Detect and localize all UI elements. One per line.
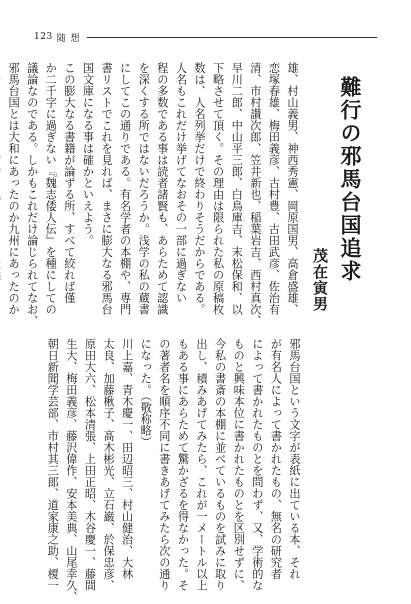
right-block-line: 邪馬台国とは大和にあったのか九州にあったのか — [7, 62, 21, 315]
body-text-right — [7, 62, 300, 327]
page-number: 123 — [34, 32, 53, 42]
right-block-line: 国文庫になる事は確かといえよう。 — [81, 62, 95, 246]
right-block-line — [0, 62, 3, 320]
right-block-line: 書リストでこれを見れば、まさに膨大なる邪馬台 — [100, 62, 114, 315]
right-block-line: 清、市村讃次郎、笠井新也、稲葉岩吉、西村真次、 — [248, 62, 262, 327]
upper-block-line: もある事にあらためて驚かざるを得なかった。そ — [176, 338, 190, 591]
running-header — [34, 30, 377, 44]
upper-block-line: ものと興味本位に書かれたものとを区別せずに、 — [232, 338, 246, 591]
body-text-upper — [40, 338, 302, 603]
upper-block-line: が有名人によって書かれたもの、無名の研究者 — [269, 338, 283, 580]
right-block-line: 数は、人名列挙だけで終わりそうだからである。 — [193, 62, 207, 315]
right-block-line: にしてこの通りである。有名学者の本棚や、専門 — [118, 62, 132, 315]
right-block-line: 雄、村山義男、神西秀憲、岡原国男、高倉盛雄、 — [286, 62, 299, 315]
right-block-line: 議論なのである。しかもこれだけ論じられてなお、 — [25, 62, 39, 327]
right-block-line: 下略させて頂く。その理由は限られた私の原稿枚 — [211, 62, 225, 315]
upper-block-line: 朝日新聞学芸部、市村其三郎、道家康之助、榎一 — [46, 338, 60, 591]
article-author: 茂在寅男 — [311, 248, 329, 312]
upper-block-line: の著者名を順序不同に書きあげてみたら次の通り — [157, 338, 171, 591]
upper-block-line: 生大、梅田義彦、藤沢偉作、安本美典、山尾幸久、 — [64, 338, 78, 603]
upper-block-line: 邪馬台国という文字が表紙に出ている本、それ — [288, 338, 301, 580]
upper-block-line: 今私の書斎の本棚に並べているものを試みに取り — [213, 338, 227, 591]
article-title: 難行の邪馬台国追求 — [338, 76, 363, 283]
upper-block-line: になった。（敬称略） — [139, 338, 153, 448]
right-block-line: か二千字に過ぎない『魏志倭人伝』を種にしての — [44, 62, 58, 315]
upper-block-line: 太良、加藤楸子、髙木彬光、立石巌、於保忠彦、 — [102, 338, 116, 591]
right-block-line: この膨大なる書籍が論ずる所、すべて絞れば僅 — [62, 62, 76, 304]
upper-block-line: 川上嘉、青木慶一、田辺昭三、村山健治、大林 — [120, 338, 134, 580]
upper-block-line: 原田大六、松本清張、上田正昭、木谷慶一、藤間 — [83, 338, 97, 591]
right-block-line: 程の多数である事は読者諸賢も、あらためて認識 — [155, 62, 169, 315]
running-title: 随 想 — [56, 33, 81, 44]
upper-block-line: 出し、積みあげてみたら、これが一メートル以上 — [195, 338, 209, 591]
right-block-line: 早川二郎、中山平三郎、白鳥庫吉、末松保和、以 — [230, 62, 244, 315]
right-block-line: 恋塚春雄、梅田義彦、古村豊、古田武彦、佐治有 — [267, 62, 281, 315]
upper-block-line: によって書かれたものとを問わず、又、学術的な — [250, 338, 264, 591]
header-rule — [87, 37, 377, 38]
right-block-line: を深くする所ではないだろうか。浅学の私の蔵書 — [137, 62, 151, 315]
right-block-line: 人名もこれだけ挙げてなおその一部に過ぎない — [174, 62, 188, 304]
